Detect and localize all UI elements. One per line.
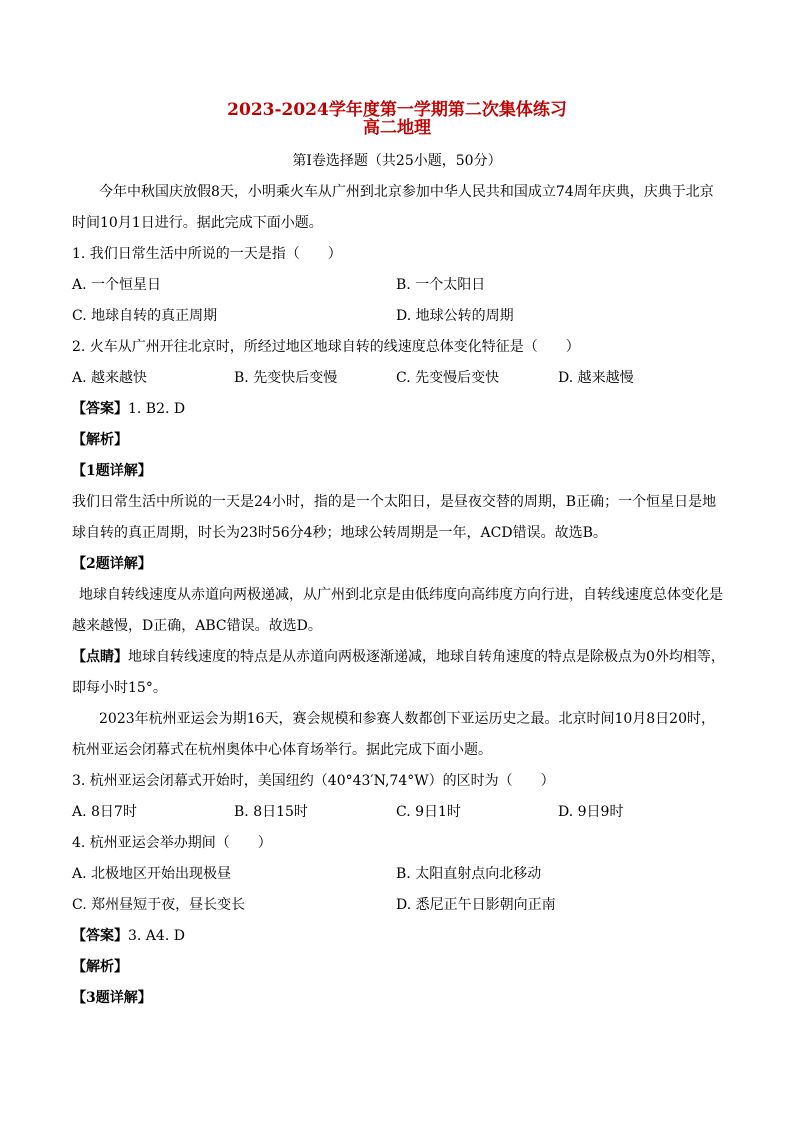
- q1-option-a: A. 一个恒星日: [72, 277, 162, 293]
- detail1-label: 【1题详解】: [72, 463, 152, 479]
- q1-stem: 1. 我们日常生活中所说的一天是指（ ）: [72, 246, 342, 262]
- answer-3-4: [72, 926, 185, 946]
- q4-option-b: B. 太阳直射点向北移动: [396, 866, 542, 882]
- passage1-line1: 今年中秋国庆放假8天，小明乘火车从广州到北京参加中华人民共和国成立74周年庆典，庆典于北京: [99, 184, 714, 200]
- answer-label: 【答案】: [72, 401, 128, 417]
- detail2-label: 【2题详解】: [72, 556, 152, 572]
- analysis-label: 【解析】: [72, 432, 128, 448]
- detail1-line1: 我们日常生活中所说的一天是24小时，指的是一个太阳日，是昼夜交替的周期，B正确；一个恒星日是地: [72, 494, 717, 510]
- q2-stem: 2. 火车从广州开往北京时，所经过地区地球自转的线速度总体变化特征是（ ）: [72, 339, 580, 355]
- q4-option-a: A. 北极地区开始出现极昼: [72, 866, 232, 882]
- detail2-line1: 地球自转线速度从赤道向两极递减，从广州到北京是由低纬度向高纬度方向行进，自转线速度总体变化是: [79, 587, 723, 603]
- q3-stem: 3. 杭州亚运会闭幕式开始时，美国纽约（40°43′N,74°W）的区时为（ ）: [72, 773, 555, 789]
- q3-option-b: B. 8日15时: [234, 804, 308, 820]
- tip-line1: [72, 647, 725, 667]
- q3-option-a: A. 8日7时: [72, 804, 137, 820]
- q1-option-c: C. 地球自转的真正周期: [72, 308, 218, 324]
- q2-option-d: D. 越来越慢: [558, 370, 634, 386]
- document-title: 2023-2024学年度第一学期第二次集体练习: [227, 100, 567, 120]
- q2-option-b: B. 先变快后变慢: [234, 370, 338, 386]
- answer-1-2: [72, 399, 185, 419]
- section-heading: 第I卷选择题（共25小题，50分）: [292, 153, 502, 169]
- answer-label: 【答案】: [72, 928, 128, 944]
- q4-stem: 4. 杭州亚运会举办期间（ ）: [72, 835, 272, 851]
- passage2-line2: 杭州亚运会闭幕式在杭州奥体中心体育场举行。据此完成下面小题。: [72, 742, 492, 758]
- analysis-label: 【解析】: [72, 959, 128, 975]
- subject-title: 高二地理: [363, 118, 431, 138]
- q4-option-c: C. 郑州昼短于夜，昼长变长: [72, 897, 246, 913]
- q3-option-c: C. 9日1时: [396, 804, 461, 820]
- passage1-line2: 时间10月1日进行。据此完成下面小题。: [72, 215, 323, 231]
- detail3-label: 【3题详解】: [72, 990, 152, 1006]
- q2-option-a: A. 越来越快: [72, 370, 148, 386]
- q1-option-b: B. 一个太阳日: [396, 277, 486, 293]
- answer-text: 1. B2. D: [128, 401, 186, 417]
- q3-option-d: D. 9日9时: [558, 804, 624, 820]
- q1-option-d: D. 地球公转的周期: [396, 308, 514, 324]
- answer-text: 3. A4. D: [128, 928, 185, 944]
- tip-line2: 即每小时15°。: [72, 680, 167, 696]
- tip-text: 地球自转线速度的特点是从赤道向两极逐渐递减，地球自转角速度的特点是除极点为0外均相等，: [128, 649, 725, 665]
- q2-option-c: C. 先变慢后变快: [396, 370, 500, 386]
- detail2-line2: 越来越慢，D正确，ABC错误。故选D。: [72, 618, 322, 634]
- detail1-line2: 球自转的真正周期，时长为23时56分4秒；地球公转周期是一年，ACD错误。故选B。: [72, 525, 607, 541]
- passage2-line1: 2023年杭州亚运会为期16天，赛会规模和参赛人数都创下亚运历史之最。北京时间10月8日20时，: [99, 711, 715, 727]
- q4-option-d: D. 悉尼正午日影朝向正南: [396, 897, 556, 913]
- tip-label: 【点睛】: [72, 649, 128, 665]
